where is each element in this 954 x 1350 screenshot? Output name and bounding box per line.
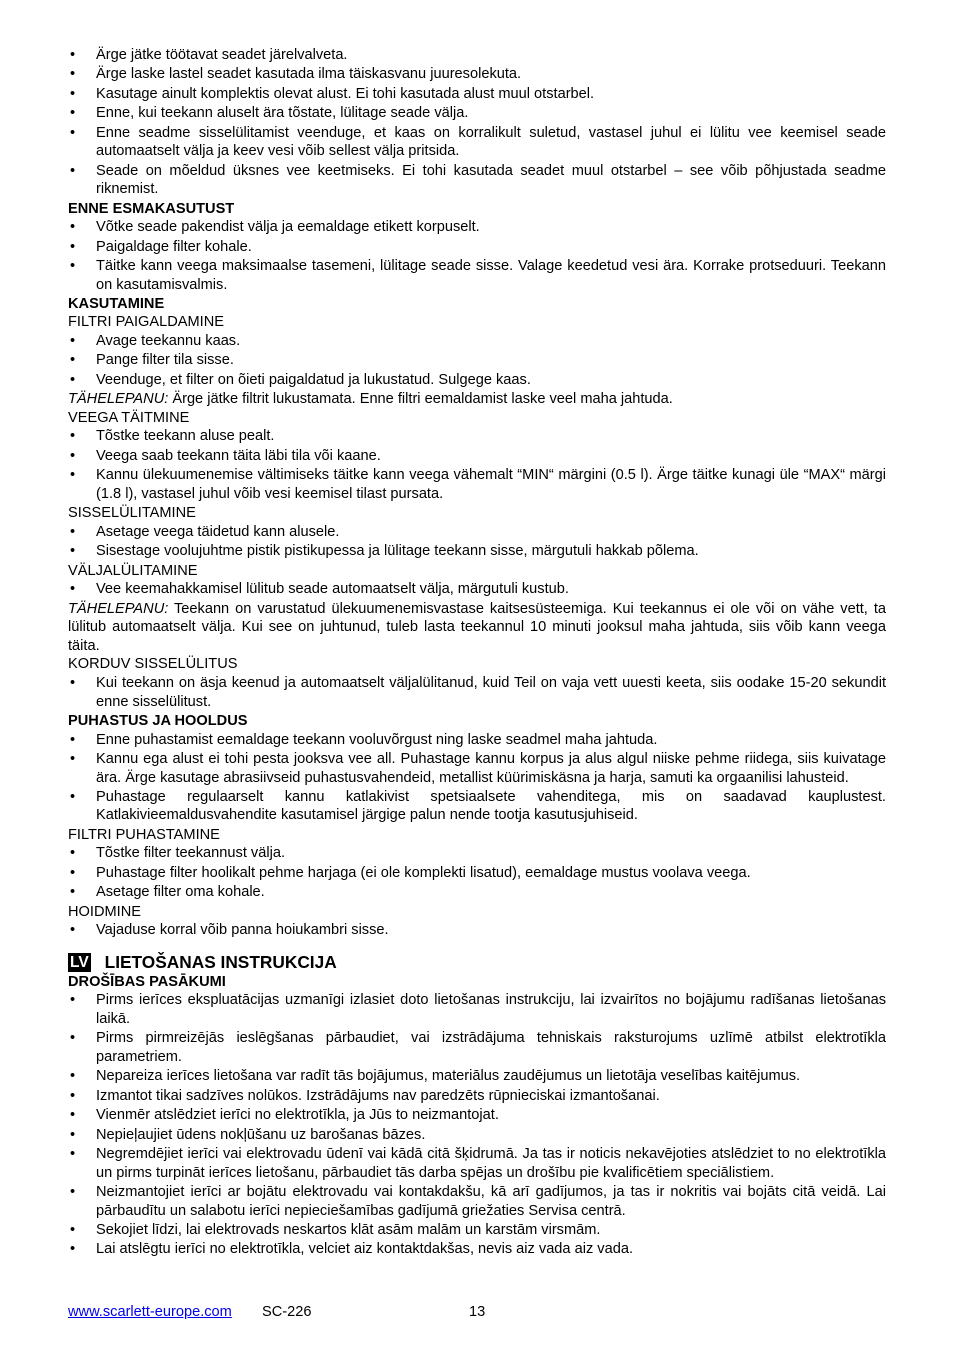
subheading-fill: VEEGA TÄITMINE <box>68 409 190 426</box>
list-item: • Asetage veega täidetud kann alusele. <box>68 523 886 542</box>
list-item: • Vee keemahakkamisel lülitub seade automaatselt välja, märgutuli kustub. <box>68 580 886 599</box>
switch-off-list <box>68 580 886 599</box>
list-item: • Veenduge, et filter on õieti paigaldatud ja lukustatud. Sulgege kaas. <box>68 371 886 390</box>
list-item: • Negremdējiet ierīci vai elektrovadu ūdenī vai kādā citā šķidrumā. Ja tas ir noticis nekavējoties atslēdziet to no elektrotīkla un pirms turpināt ierīces lietošanu, pārbaudiet tās darba spējas un drošību pie kvalificētiem speciālistiem. <box>68 1145 886 1182</box>
switch-on-list <box>68 523 886 561</box>
list-item: • Sekojiet līdzi, lai elektrovads neskartos klāt asām malām un karstām virsmām. <box>68 1221 886 1240</box>
list-item: • Tõstke teekann aluse pealt. <box>68 427 886 446</box>
subheading-filter-clean: FILTRI PUHASTAMINE <box>68 826 220 843</box>
section-heading-usage: KASUTAMINE <box>68 295 165 312</box>
language-badge: LV <box>70 953 89 971</box>
list-item: • Pirms ierīces ekspluatācijas uzmanīgi izlasiet doto lietošanas instrukciju, lai izvairītos no bojājumu radīšanas lietošanas laikā. <box>68 991 886 1028</box>
list-item: • Nepareiza ierīces lietošana var radīt tās bojājumus, materiālus zaudējumus un lietotāja veselības kaitējumus. <box>68 1067 886 1086</box>
note-text: Ärge jätke filtrit lukustamata. Enne filtri eemaldamist laske veel maha jahtuda. <box>168 391 673 408</box>
list-item: • Pange filter tila sisse. <box>68 351 886 370</box>
list-item: • Asetage filter oma kohale. <box>68 883 886 902</box>
list-item: • Tõstke filter teekannust välja. <box>68 844 886 863</box>
list-item: • Puhastage regulaarselt kannu katlakivist spetsiaalsete vahenditega, mis on saadavad kauplustest. Katlakivieemaldusvahendite kasutamisel järgige palun nende tootja kasutusjuhiseid. <box>68 788 886 825</box>
list-item: • Lai atslēgtu ierīci no elektrotīkla, velciet aiz kontaktdakšas, nevis aiz vada aiz vada. <box>68 1240 886 1259</box>
list-item: • Ärge jätke töötavat seadet järelvalveta. <box>68 46 886 65</box>
list-item: • Kui teekann on äsja keenud ja automaatselt väljalülitanud, kuid Teil on vaja vett uuesti keeta, siis oodake 15-20 sekundit enne sisselülitust. <box>68 674 886 711</box>
list-item: • Nepieļaujiet ūdens nokļūšanu uz barošanas bāzes. <box>68 1126 886 1145</box>
list-item: • Kasutage ainult komplektis olevat alust. Ei tohi kasutada alust muul otstarbel. <box>68 85 886 104</box>
list-item: • Veega saab teekann täita läbi tila või kaane. <box>68 447 886 466</box>
list-item: • Vajaduse korral võib panna hoiukambri sisse. <box>68 921 886 940</box>
list-item: • Izmantot tikai sadzīves nolūkos. Izstrādājums nav paredzēts rūpnieciskai izmantošanai. <box>68 1087 886 1106</box>
note-label: TÄHELEPANU: <box>68 600 169 617</box>
section-heading-first-use: ENNE ESMAKASUTUST <box>68 200 235 217</box>
safety-list-et <box>68 46 886 199</box>
subheading-filter-install: FILTRI PAIGALDAMINE <box>68 314 224 331</box>
manual-page <box>68 46 886 1260</box>
model-number: SC-226 <box>262 1304 312 1320</box>
lv-section-title <box>68 952 886 973</box>
page-footer <box>68 1303 886 1321</box>
list-item: • Pirms pirmreizējās ieslēgšanas pārbaudiet, vai izstrādājuma tehniskais raksturojums uzlīmē atbilst elektrotīkla parametriem. <box>68 1029 886 1066</box>
list-item: • Vienmēr atslēdziet ierīci no elektrotīkla, ja Jūs to neizmantojat. <box>68 1106 886 1125</box>
subheading-switch-on: SISSELÜLITAMINE <box>68 505 196 522</box>
list-item: • Täitke kann veega maksimaalse tasemeni, lülitage seade sisse. Valage keedetud vesi ära. Korrake protseduuri. Teekann on kasutamisvalmis. <box>68 257 886 294</box>
list-item: • Kannu ega alust ei tohi pesta jooksva vee all. Puhastage kannu korpus ja alus algul niiske pehme riidega, siis kuivatage ära. Ärge kasutage abrasiivseid puhastusvahendeid, metallist küürimiskäsna ja harja, samuti ka orgaanilisi lahusteid. <box>68 750 886 787</box>
list-item: • Ärge laske lastel seadet kasutada ilma täiskasvanu juuresolekuta. <box>68 65 886 84</box>
repeat-on-list <box>68 674 886 711</box>
subheading-repeat-on: KORDUV SISSELÜLITUS <box>68 656 238 673</box>
care-list <box>68 731 886 826</box>
list-item: • Seade on mõeldud üksnes vee keetmiseks. Ei tohi kasutada seadet muul otstarbel – see võib põhjustada seadme riknemist. <box>68 162 886 199</box>
storage-list <box>68 921 886 940</box>
list-item: • Enne, kui teekann aluselt ära tõstate, lülitage seade välja. <box>68 104 886 123</box>
list-item: • Võtke seade pakendist välja ja eemaldage etikett korpuselt. <box>68 218 886 237</box>
filter-clean-list <box>68 844 886 901</box>
section-heading-lv-safety: DROŠĪBAS PASĀKUMI <box>68 973 226 990</box>
list-item: • Kannu ülekuumenemise vältimiseks täitke kann veega vähemalt “MIN“ märgini (0.5 l). Ärge täitke kunagi üle “MAX“ märgi (1.8 l), vastasel juhul võib vesi keemisel tilast pursata. <box>68 466 886 503</box>
list-item: • Neizmantojiet ierīci ar bojātu elektrovadu vai kontakdakšu, kā arī gadījumos, ja tas ir nokritis vai bojāts citā veidā. Lai pārbaudītu un salabotu ierīci nepieciešamības gadījumā griežaties Servisa centrā. <box>68 1183 886 1220</box>
lv-title: LIETOŠANAS INSTRUKCIJA <box>104 951 337 972</box>
fill-list <box>68 427 886 503</box>
note-label: TÄHELEPANU: <box>68 391 169 408</box>
list-item: • Puhastage filter hoolikalt pehme harjaga (ei ole komplekti lisatud), eemaldage mustus voolava veega. <box>68 864 886 883</box>
note-filter <box>68 390 886 409</box>
website-link[interactable]: www.scarlett-europe.com <box>68 1304 232 1320</box>
note-text: Teekann on varustatud ülekuumenemisvastase kaitsesüsteemiga. Kui teekannus ei ole või on vähe vett, ta lülitub automaatselt välja. Kui see on juhtunud, tuleb lasta teekannul 10 minuti jooksul maha jahtuda, siis võib kann veega täita. <box>68 600 886 654</box>
filter-install-list <box>68 332 886 389</box>
page-number: 13 <box>469 1304 486 1320</box>
list-item: • Enne seadme sisselülitamist veenduge, et kaas on korralikult suletud, vastasel juhul ei lülitu vee keemisel seade automaatselt välja ja keev vesi võib sellest välja pritsida. <box>68 124 886 161</box>
subheading-switch-off: VÄLJALÜLITAMINE <box>68 562 198 579</box>
subheading-storage: HOIDMINE <box>68 903 141 920</box>
list-item: • Avage teekannu kaas. <box>68 332 886 351</box>
list-item: • Sisestage voolujuhtme pistik pistikupessa ja lülitage teekann sisse, märgutuli hakkab põlema. <box>68 542 886 561</box>
list-item: • Paigaldage filter kohale. <box>68 238 886 257</box>
safety-list-lv <box>68 991 886 1258</box>
section-heading-care: PUHASTUS JA HOOLDUS <box>68 712 248 729</box>
first-use-list <box>68 218 886 294</box>
note-overheat <box>68 600 886 656</box>
list-item: • Enne puhastamist eemaldage teekann vooluvõrgust ning laske seadmel maha jahtuda. <box>68 731 886 750</box>
